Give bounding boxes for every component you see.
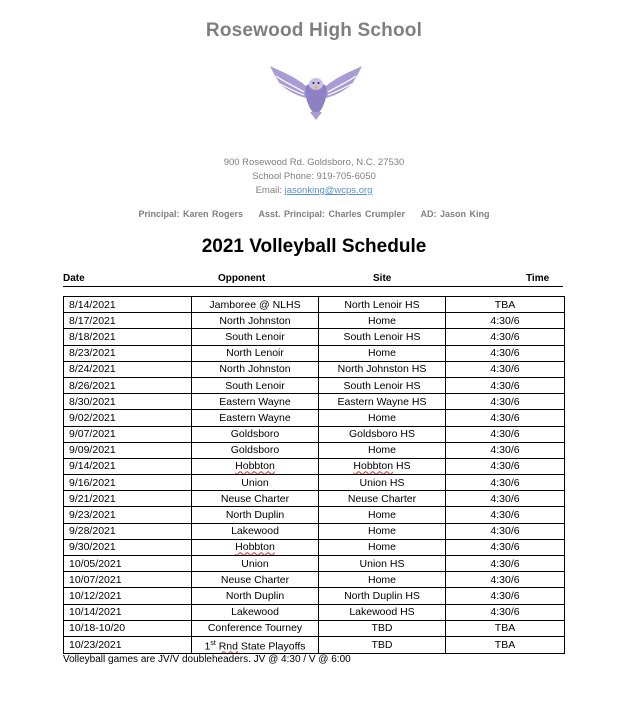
table-row — [64, 458, 565, 474]
table-row — [64, 572, 565, 588]
school-name: Rosewood High School — [205, 20, 423, 41]
cell-opponent: South Lenoir — [192, 329, 319, 345]
cell-date: 9/14/2021 — [64, 458, 192, 474]
cell-site: Neuse Charter — [319, 491, 446, 507]
cell-date: 8/24/2021 — [64, 361, 192, 377]
cell-time: TBA — [446, 620, 565, 636]
table-row — [64, 491, 565, 507]
table-row — [64, 620, 565, 636]
table-row — [64, 636, 565, 654]
cell-opponent: Neuse Charter — [192, 572, 319, 588]
cell-site: North Duplin HS — [319, 588, 446, 604]
email-label: Email: — [255, 185, 282, 196]
cell-site: Home — [319, 410, 446, 426]
cell-opponent: Union — [192, 556, 319, 572]
cell-date: 9/09/2021 — [64, 442, 192, 458]
cell-date: 8/17/2021 — [64, 313, 192, 329]
cell-time: 4:30/6 — [446, 556, 565, 572]
athletic-director: AD: Jason King — [420, 209, 490, 219]
cell-date: 8/14/2021 — [64, 297, 192, 313]
cell-opponent: North Lenoir — [192, 345, 319, 361]
cell-opponent: Goldsboro — [192, 442, 319, 458]
column-headers — [63, 273, 563, 287]
table-row — [64, 523, 565, 539]
cell-site: Home — [319, 507, 446, 523]
cell-opponent: Lakewood — [192, 523, 319, 539]
cell-site: Home — [319, 539, 446, 555]
cell-date: 10/23/2021 — [64, 636, 192, 654]
cell-opponent: 1st Rnd State Playoffs — [192, 636, 319, 654]
table-row — [64, 329, 565, 345]
cell-site: Home — [319, 442, 446, 458]
col-date: Date — [63, 273, 85, 284]
cell-site: Union HS — [319, 475, 446, 491]
cell-opponent: North Duplin — [192, 588, 319, 604]
cell-date: 8/23/2021 — [64, 345, 192, 361]
cell-opponent: Hobbton — [192, 539, 319, 555]
cell-time: 4:30/6 — [446, 377, 565, 393]
table-row — [64, 442, 565, 458]
cell-time: 4:30/6 — [446, 329, 565, 345]
table-row — [64, 377, 565, 393]
table-row — [64, 604, 565, 620]
cell-site: Home — [319, 345, 446, 361]
cell-time: 4:30/6 — [446, 313, 565, 329]
cell-site: Eastern Wayne HS — [319, 394, 446, 410]
email-line — [0, 184, 628, 198]
cell-opponent: Jamboree @ NLHS — [192, 297, 319, 313]
cell-opponent: North Duplin — [192, 507, 319, 523]
table-row — [64, 556, 565, 572]
table-row — [64, 426, 565, 442]
cell-time: 4:30/6 — [446, 442, 565, 458]
cell-site: South Lenoir HS — [319, 377, 446, 393]
cell-opponent: Eastern Wayne — [192, 410, 319, 426]
cell-site: Hobbton HS — [319, 458, 446, 474]
schedule-table — [63, 296, 565, 654]
cell-site: North Johnston HS — [319, 361, 446, 377]
table-row — [64, 475, 565, 491]
cell-date: 9/23/2021 — [64, 507, 192, 523]
table-row — [64, 394, 565, 410]
col-opponent: Opponent — [218, 273, 266, 284]
cell-site: North Lenoir HS — [319, 297, 446, 313]
eagle-logo-icon — [268, 62, 364, 120]
cell-date: 9/30/2021 — [64, 539, 192, 555]
address: 900 Rosewood Rd. Goldsboro, N.C. 27530 — [223, 157, 405, 168]
cell-opponent: North Johnston — [192, 313, 319, 329]
cell-date: 8/18/2021 — [64, 329, 192, 345]
table-row — [64, 361, 565, 377]
table-row — [64, 588, 565, 604]
cell-time: 4:30/6 — [446, 394, 565, 410]
cell-date: 9/07/2021 — [64, 426, 192, 442]
cell-opponent: North Johnston — [192, 361, 319, 377]
table-row — [64, 410, 565, 426]
cell-opponent: Conference Tourney — [192, 620, 319, 636]
footnote: Volleyball games are JV/V doubleheaders. JV @ 4:30 / V @ 6:00 — [63, 654, 351, 665]
col-time: Time — [526, 273, 550, 284]
contact-block — [0, 156, 628, 198]
cell-time: 4:30/6 — [446, 523, 565, 539]
cell-date: 10/18-10/20 — [64, 620, 192, 636]
cell-date: 10/12/2021 — [64, 588, 192, 604]
cell-site: TBD — [319, 620, 446, 636]
table-row — [64, 313, 565, 329]
cell-site: South Lenoir HS — [319, 329, 446, 345]
cell-time: 4:30/6 — [446, 604, 565, 620]
cell-opponent: Eastern Wayne — [192, 394, 319, 410]
cell-site: Home — [319, 523, 446, 539]
cell-time: 4:30/6 — [446, 410, 565, 426]
cell-opponent: Goldsboro — [192, 426, 319, 442]
cell-time: 4:30/6 — [446, 491, 565, 507]
table-row — [64, 539, 565, 555]
cell-date: 9/28/2021 — [64, 523, 192, 539]
cell-site: Union HS — [319, 556, 446, 572]
cell-time: TBA — [446, 297, 565, 313]
cell-site: TBD — [319, 636, 446, 654]
cell-date: 10/07/2021 — [64, 572, 192, 588]
cell-time: 4:30/6 — [446, 507, 565, 523]
cell-date: 9/02/2021 — [64, 410, 192, 426]
cell-date: 9/16/2021 — [64, 475, 192, 491]
cell-date: 8/26/2021 — [64, 377, 192, 393]
cell-site: Lakewood HS — [319, 604, 446, 620]
cell-time: 4:30/6 — [446, 475, 565, 491]
table-row — [64, 345, 565, 361]
table-row — [64, 297, 565, 313]
cell-opponent: Union — [192, 475, 319, 491]
table-row — [64, 507, 565, 523]
cell-time: 4:30/6 — [446, 588, 565, 604]
cell-time: TBA — [446, 636, 565, 654]
email-link[interactable]: jasonking@wcps.org — [284, 185, 373, 196]
asst-principal: Asst. Principal: Charles Crumpler — [258, 209, 406, 219]
schedule-title: 2021 Volleyball Schedule — [201, 236, 427, 257]
staff-line — [0, 209, 628, 219]
cell-site: Goldsboro HS — [319, 426, 446, 442]
cell-opponent: South Lenoir — [192, 377, 319, 393]
cell-time: 4:30/6 — [446, 572, 565, 588]
phone: School Phone: 919-705-6050 — [252, 171, 376, 182]
cell-time: 4:30/6 — [446, 458, 565, 474]
cell-date: 10/05/2021 — [64, 556, 192, 572]
cell-date: 10/14/2021 — [64, 604, 192, 620]
principal: Principal: Karen Rogers — [138, 209, 243, 219]
cell-opponent: Neuse Charter — [192, 491, 319, 507]
cell-date: 8/30/2021 — [64, 394, 192, 410]
col-site: Site — [373, 273, 392, 284]
cell-time: 4:30/6 — [446, 539, 565, 555]
cell-site: Home — [319, 572, 446, 588]
cell-time: 4:30/6 — [446, 361, 565, 377]
cell-time: 4:30/6 — [446, 426, 565, 442]
cell-date: 9/21/2021 — [64, 491, 192, 507]
cell-opponent: Hobbton — [192, 458, 319, 474]
cell-time: 4:30/6 — [446, 345, 565, 361]
cell-site: Home — [319, 313, 446, 329]
cell-opponent: Lakewood — [192, 604, 319, 620]
